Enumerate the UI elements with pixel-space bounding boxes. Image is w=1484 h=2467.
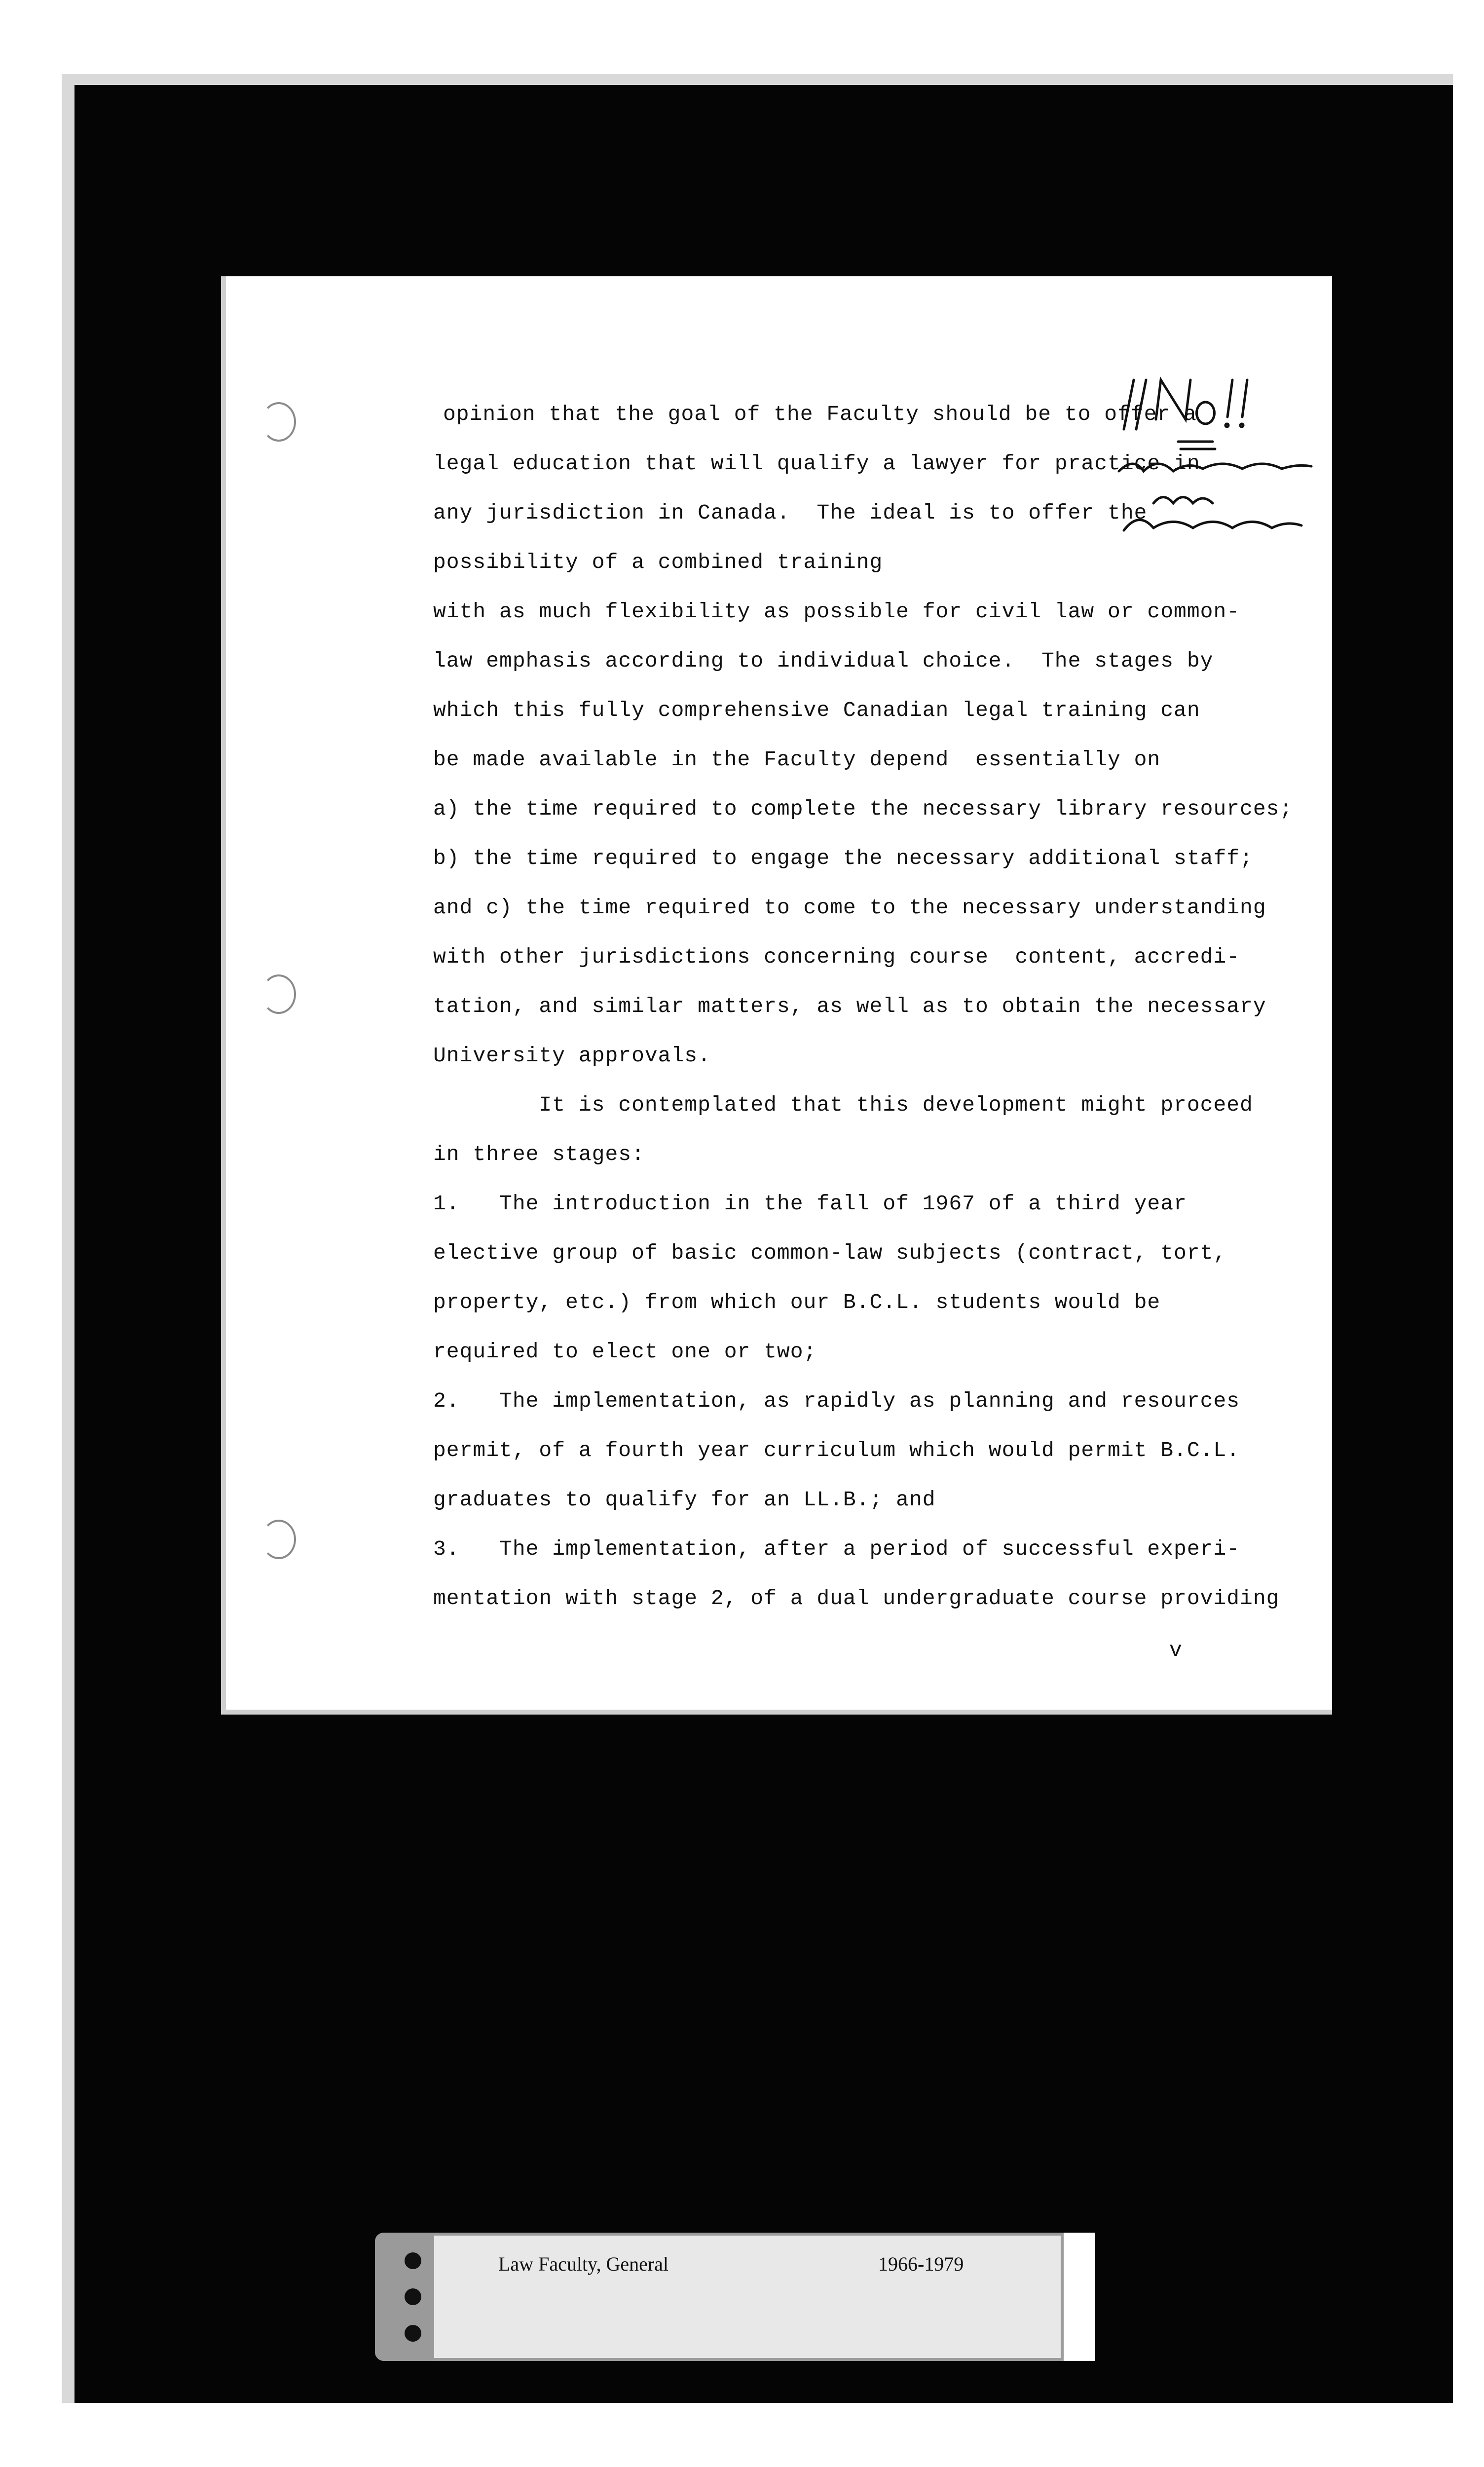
punch-hole [261,1520,296,1559]
punch-hole [261,974,296,1014]
text-line: in three stages: [433,1142,645,1166]
text-line: legal education that will qualify a lawyer for practice in [433,451,1200,476]
label-title: Law Faculty, General [498,2253,669,2275]
text-line: 2. The implementation, as rapidly as planning and resources [433,1389,1240,1413]
text-line: be made available in the Faculty depend essentially on [433,748,1161,772]
text-line: tation, and similar matters, as well as to obtain the necessary [433,994,1266,1018]
text-line: elective group of basic common-law subjects (contract, tort, [433,1241,1227,1265]
text-line: possibility of a combined training [433,550,883,574]
text-line: with other jurisdictions concerning course content, accredi- [433,945,1240,969]
text-line: mentation with stage 2, of a dual undergraduate course providing [433,1586,1280,1610]
page-number: v [1169,1638,1182,1662]
document-page [221,276,1332,1715]
sprocket-hole [405,2252,421,2269]
text-line: graduates to qualify for an LL.B.; and [433,1488,936,1512]
label-notch [1061,2233,1095,2361]
text-line: and c) the time required to come to the necessary understanding [433,896,1266,920]
text-line: University approvals. [433,1044,711,1068]
text-line: with as much flexibility as possible for civil law or common- [433,599,1240,624]
sprocket-hole [405,2325,421,2342]
text-line: a) the time required to complete the necessary library resources; [433,797,1293,821]
text-line: 1. The introduction in the fall of 1967 of a third year [433,1192,1187,1216]
punch-hole [261,402,296,442]
text-line: property, etc.) from which our B.C.L. students would be [433,1290,1161,1314]
sprocket-hole [405,2288,421,2305]
text-line: b) the time required to engage the necessary additional staff; [433,846,1253,870]
text-line: 3. The implementation, after a period of successful experi- [433,1537,1240,1561]
text-line: opinion that the goal of the Faculty should be to offer a [443,402,1197,426]
text-line: law emphasis according to individual choice. The stages by [433,649,1214,673]
archive-label [375,2233,1095,2361]
text-line: required to elect one or two; [433,1340,817,1364]
text-line: any jurisdiction in Canada. The ideal is to offer the [433,501,1148,525]
text-line: It is contemplated that this development might proceed [433,1093,1253,1117]
text-line: permit, of a fourth year curriculum which would permit B.C.L. [433,1438,1240,1462]
handwritten-annotation [1114,345,1331,533]
handwriting-drawing [1114,345,1331,533]
text-line: which this fully comprehensive Canadian legal training can [433,698,1200,722]
label-years: 1966-1979 [878,2253,964,2275]
